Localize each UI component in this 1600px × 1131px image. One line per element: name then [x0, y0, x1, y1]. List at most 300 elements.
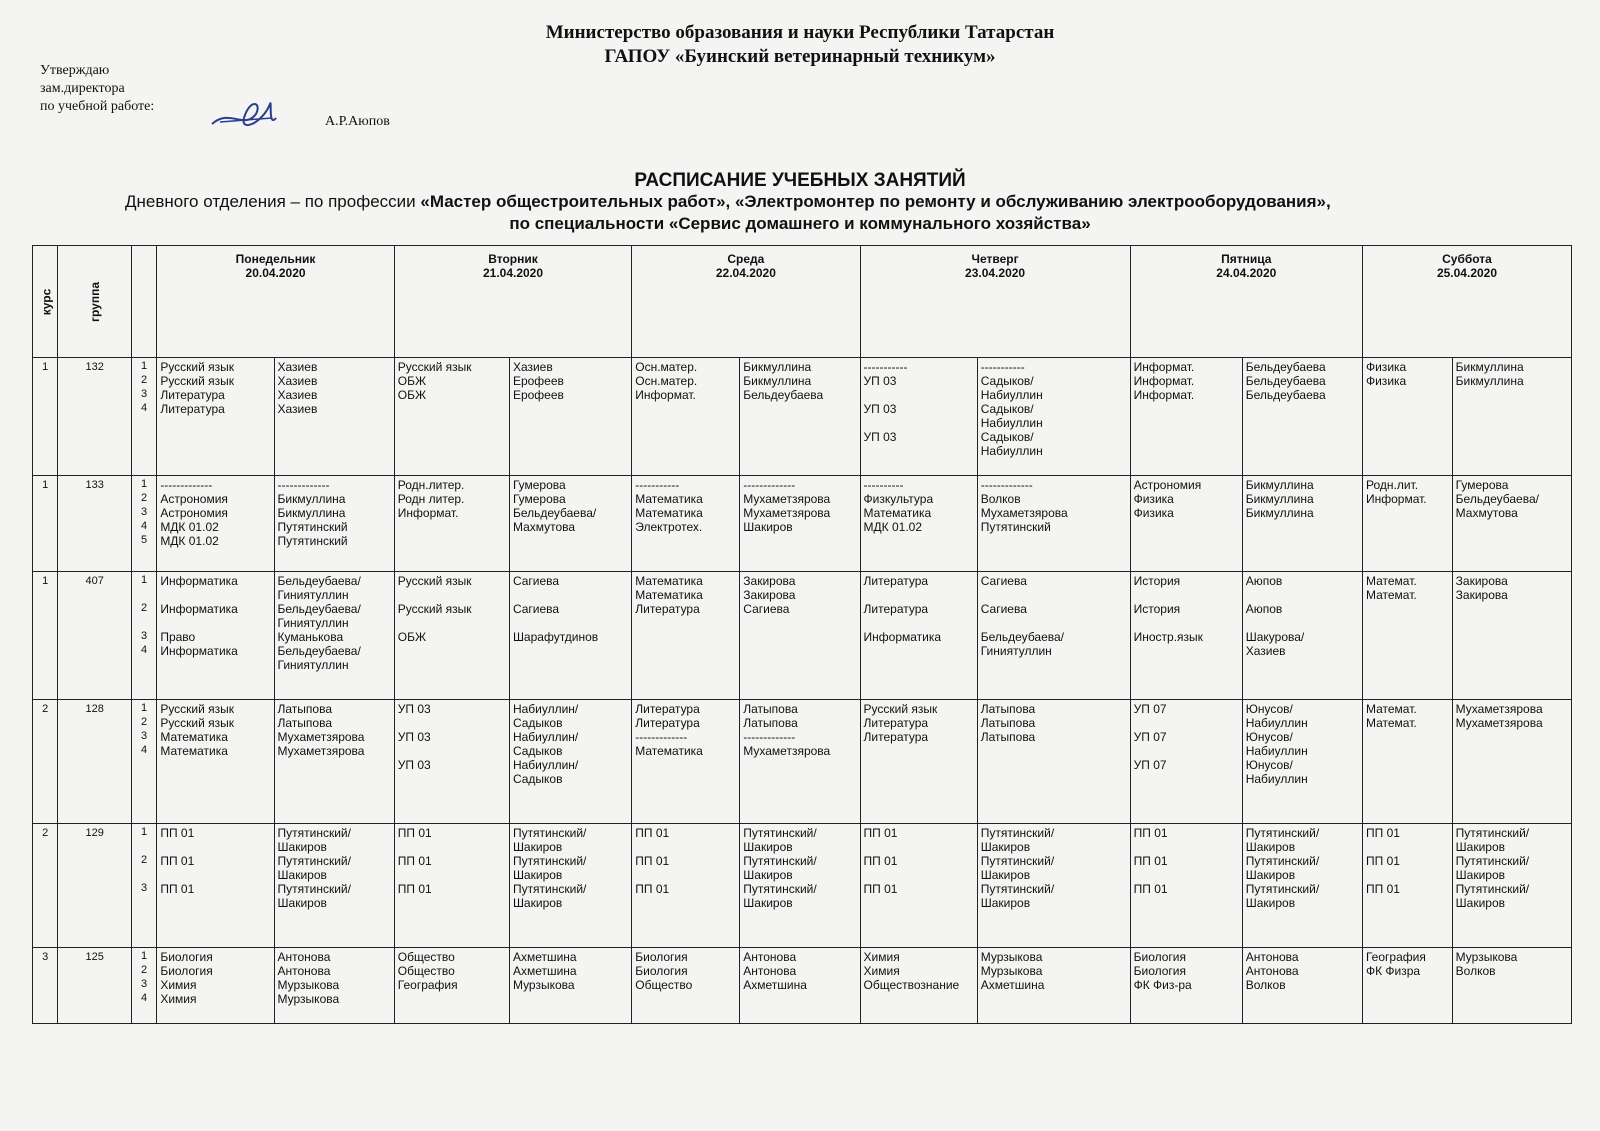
teachers-cell — [274, 948, 394, 1024]
subject-line: Математика — [635, 506, 703, 520]
subject-line: ФК Физра — [1365, 964, 1421, 978]
subject-line — [398, 588, 506, 602]
approval-block — [40, 62, 154, 116]
teachers-cell — [977, 572, 1130, 700]
subject-line: УП 07 — [1133, 758, 1167, 772]
teacher-line — [513, 588, 628, 602]
subject-line: ПП 01 — [863, 826, 898, 840]
teacher-line: Путятинский/ — [1455, 826, 1530, 840]
teacher-line: Шакиров — [1455, 868, 1506, 882]
subject-line: Иностр.язык — [1133, 630, 1203, 644]
teacher-line: Садыков — [512, 716, 563, 730]
subject-line: Математика — [635, 492, 703, 506]
subjects-cell — [394, 700, 509, 824]
subject-line: УП 03 — [863, 402, 897, 416]
pair-number: 3 — [141, 730, 148, 742]
subtitle-prefix: Дневного отделения – по профессии — [125, 192, 421, 211]
teacher-line: Набиуллин — [1245, 772, 1308, 786]
teacher-line: Латыпова — [980, 716, 1036, 730]
teacher-line: Путятинский — [277, 520, 348, 534]
subject-line: Биология — [160, 950, 213, 964]
teacher-line: Махмутова — [1455, 506, 1518, 520]
subjects-cell — [394, 476, 509, 572]
subject-line: ПП 01 — [160, 882, 195, 896]
teacher-line: Гиниятуллин — [277, 658, 349, 672]
teachers-cell — [1452, 476, 1571, 572]
subject-line: Родн литер. — [397, 492, 465, 506]
teacher-line: Шакиров — [743, 520, 793, 534]
subjects-cell — [860, 358, 977, 476]
teachers-cell — [274, 700, 394, 824]
subjects-cell — [860, 700, 977, 824]
subject-line: Общество — [397, 964, 455, 978]
subject-line: ПП 01 — [1365, 854, 1400, 868]
subject-line: Математика — [635, 574, 703, 588]
pair-number: 1 — [141, 478, 148, 490]
subject-line — [864, 840, 974, 854]
group-cell: 133 — [58, 476, 131, 572]
teacher-line: Ахметшина — [512, 950, 577, 964]
subject-line: Информатика — [863, 630, 942, 644]
teacher-line: Мухаметзярова — [1455, 716, 1543, 730]
teacher-line: Махмутова — [512, 520, 576, 534]
teacher-line: Волков — [1245, 978, 1286, 992]
pair-number: 5 — [141, 534, 148, 546]
subjects-cell — [632, 476, 740, 572]
subjects-cell — [1130, 700, 1242, 824]
pair-number: 2 — [141, 374, 148, 386]
teacher-line: Мухаметзярова — [980, 506, 1068, 520]
teacher-line: Хазиев — [277, 388, 318, 402]
teacher-line: Хазиев — [277, 402, 318, 416]
subject-line: УП 07 — [1133, 702, 1167, 716]
subject-line — [1134, 616, 1239, 630]
teacher-line: Юнусов/ — [1245, 730, 1293, 744]
subject-line — [1134, 716, 1239, 730]
teacher-line: Путятинский/ — [512, 826, 587, 840]
teacher-line: Бельдеубаева — [1245, 388, 1326, 402]
teacher-line: Ерофеев — [512, 374, 564, 388]
teacher-line: Закирова — [743, 574, 796, 588]
pair-numbers-cell — [131, 700, 156, 824]
pair-number: 3 — [141, 882, 148, 894]
teachers-cell — [509, 358, 631, 476]
subjects-cell — [860, 572, 977, 700]
subject-line: Родн.лит. — [1365, 478, 1419, 492]
teachers-cell — [509, 948, 631, 1024]
subject-line: Химия — [863, 964, 900, 978]
teachers-cell — [740, 948, 860, 1024]
ministry-title: Министерство образования и науки Республики Татарстан — [545, 22, 1055, 43]
subject-line: Литература — [635, 716, 700, 730]
subject-line — [864, 616, 974, 630]
teacher-line: Путятинский/ — [743, 826, 817, 840]
teacher-line: Садыков — [512, 772, 563, 786]
teacher-line: Мухаметзярова — [277, 730, 365, 744]
subject-line: География — [397, 978, 458, 992]
subject-line — [1134, 744, 1239, 758]
teacher-line: Юнусов/ — [1245, 702, 1293, 716]
teachers-cell — [977, 824, 1130, 948]
teacher-line: Путятинский/ — [512, 882, 587, 896]
teacher-line: Путятинский/ — [1455, 854, 1530, 868]
teacher-line: Бикмуллина — [743, 374, 812, 388]
signature-icon — [210, 88, 280, 138]
teachers-cell — [977, 700, 1130, 824]
subject-line: ПП 01 — [397, 854, 432, 868]
teacher-line: Путятинский/ — [277, 854, 351, 868]
teacher-line: Набиуллин — [980, 416, 1043, 430]
subjects-cell — [394, 948, 509, 1024]
pair-number: 4 — [141, 402, 148, 414]
group-row — [33, 358, 1572, 476]
subject-line: Русский язык — [160, 716, 235, 730]
teacher-line: Шакиров — [980, 896, 1031, 910]
subject-line: ПП 01 — [863, 882, 898, 896]
teacher-line — [1246, 616, 1359, 630]
subject-line — [1366, 840, 1449, 854]
teacher-line: Ахметшина — [980, 978, 1045, 992]
group-row — [33, 476, 1572, 572]
group-header: группа — [58, 246, 131, 358]
subject-line: ---------- — [863, 478, 904, 492]
teacher-line: Мухаметзярова — [743, 492, 831, 506]
subject-line: Общество — [635, 978, 693, 992]
teachers-cell — [1242, 700, 1362, 824]
subject-line: Информатика — [160, 602, 238, 616]
teacher-line: Набиуллин — [1245, 744, 1308, 758]
teacher-line: Мурзыкова — [277, 992, 340, 1006]
subject-line — [1134, 588, 1239, 602]
page-title: РАСПИСАНИЕ УЧЕБНЫХ ЗАНЯТИЙ — [634, 170, 966, 191]
subject-line: Русский язык — [397, 602, 472, 616]
teacher-line: Сагиева — [980, 574, 1027, 588]
subject-line: УП 07 — [1133, 730, 1167, 744]
teacher-line: ------------- — [980, 478, 1033, 492]
subject-line: Физика — [1365, 360, 1407, 374]
subject-line: Биология — [1133, 964, 1186, 978]
subject-line: География — [1365, 950, 1426, 964]
subject-line: Астрономия — [160, 492, 228, 506]
teacher-line: Садыков/ — [980, 430, 1034, 444]
teacher-line — [981, 616, 1127, 630]
pair-number: 1 — [141, 574, 148, 586]
teacher-line: Садыков/ — [980, 374, 1034, 388]
group-row — [33, 948, 1572, 1024]
teacher-line: Мухаметзярова — [743, 506, 831, 520]
subject-line — [160, 868, 270, 882]
subtitle-line-2: по специальности «Сервис домашнего и коммунального хозяйства» — [509, 214, 1091, 233]
teacher-line: Волков — [980, 492, 1021, 506]
teacher-line — [1246, 588, 1359, 602]
subject-line: ПП 01 — [635, 882, 670, 896]
teacher-line: Шакиров — [512, 868, 563, 882]
teacher-line: Мухаметзярова — [277, 744, 365, 758]
subjects-cell — [1130, 572, 1242, 700]
subject-line: Информат. — [635, 388, 696, 402]
subjects-cell — [1362, 358, 1452, 476]
teacher-line — [981, 588, 1127, 602]
subject-line: ФК Физ-ра — [1133, 978, 1192, 992]
pair-number: 2 — [141, 602, 148, 614]
subjects-cell — [1362, 948, 1452, 1024]
pair-numbers-cell — [131, 476, 156, 572]
teacher-line: Набиуллин/ — [512, 702, 579, 716]
teacher-line: Антонова — [1245, 950, 1299, 964]
teacher-line: Гумерова — [1455, 478, 1509, 492]
kurs-cell: 3 — [33, 948, 58, 1024]
pair-numbers-cell — [131, 824, 156, 948]
teachers-cell — [977, 948, 1130, 1024]
teacher-line: Ахметшина — [743, 978, 807, 992]
subjects-cell — [394, 824, 509, 948]
subject-line: ОБЖ — [397, 630, 427, 644]
teachers-cell — [977, 476, 1130, 572]
teacher-line: Путятинский/ — [1245, 826, 1320, 840]
subject-line — [398, 744, 506, 758]
pair-number: 2 — [141, 854, 148, 866]
schedule-table — [32, 245, 1572, 1024]
subject-line: Право — [160, 630, 196, 644]
subject-line: Физика — [1133, 506, 1174, 520]
subject-line: Общество — [397, 950, 455, 964]
teacher-line: Шакиров — [743, 868, 793, 882]
teacher-line: Юнусов/ — [1245, 758, 1293, 772]
subject-line: Информат. — [1365, 492, 1427, 506]
subjects-cell — [394, 572, 509, 700]
teacher-line: Бикмуллина — [277, 492, 346, 506]
pair-number: 1 — [141, 360, 148, 372]
teacher-line: Бельдеубаева/ — [277, 574, 361, 588]
kurs-cell: 2 — [33, 700, 58, 824]
teacher-line: Антонова — [743, 964, 797, 978]
teacher-line: Бельдеубаева — [743, 388, 824, 402]
teacher-line: Бельдеубаева/ — [277, 644, 361, 658]
subject-line: МДК 01.02 — [160, 520, 219, 534]
kurs-cell: 1 — [33, 572, 58, 700]
group-row — [33, 572, 1572, 700]
teacher-line: Набиуллин/ — [512, 758, 579, 772]
subject-line: Математика — [635, 744, 703, 758]
teachers-cell — [1452, 572, 1571, 700]
subject-line: ПП 01 — [160, 826, 195, 840]
subject-line: Информат. — [1133, 374, 1195, 388]
teacher-line: Набиуллин — [1245, 716, 1308, 730]
group-cell: 132 — [58, 358, 131, 476]
teacher-line: Аюпов — [1245, 602, 1283, 616]
subject-line: УП 03 — [863, 430, 897, 444]
subject-line: Химия — [863, 950, 900, 964]
teachers-cell — [1452, 358, 1571, 476]
teacher-line: Бикмуллина — [743, 360, 812, 374]
teachers-cell — [1242, 476, 1362, 572]
subject-line — [864, 588, 974, 602]
subject-line: Электротех. — [635, 520, 703, 534]
teacher-line: Сагиева — [512, 602, 560, 616]
subject-line — [398, 868, 506, 882]
subject-line: Русский язык — [397, 574, 472, 588]
teacher-line: Бельдеубаева — [1245, 360, 1326, 374]
teacher-line: Аюпов — [1245, 574, 1283, 588]
pair-number: 1 — [141, 826, 148, 838]
subjects-cell — [1362, 572, 1452, 700]
subjects-cell — [157, 572, 274, 700]
pair-number: 3 — [141, 630, 148, 642]
teacher-line: Путятинский/ — [980, 854, 1055, 868]
teacher-line: Путятинский/ — [743, 854, 817, 868]
subjects-cell — [1362, 824, 1452, 948]
subject-line: УП 03 — [397, 730, 431, 744]
subject-line: Биология — [635, 950, 688, 964]
teacher-line: Шакиров — [512, 896, 563, 910]
subjects-cell — [632, 824, 740, 948]
subject-line: Физкультура — [863, 492, 934, 506]
teacher-line: Гиниятуллин — [277, 616, 349, 630]
subjects-cell — [632, 700, 740, 824]
teachers-cell — [977, 358, 1130, 476]
teacher-line: Куманькова — [277, 630, 344, 644]
teacher-line: ------------- — [743, 478, 796, 492]
teachers-cell — [274, 476, 394, 572]
subject-line: Русский язык — [863, 702, 938, 716]
day-header-thursday: Четверг 23.04.2020 — [860, 246, 1130, 358]
teacher-line: Путятинский/ — [980, 826, 1055, 840]
schedule-body — [33, 358, 1572, 1024]
subject-line: Математика — [160, 730, 228, 744]
subjects-cell — [860, 476, 977, 572]
subject-line — [635, 868, 736, 882]
subject-line — [864, 388, 974, 402]
subject-line: ПП 01 — [1365, 826, 1400, 840]
pair-number — [135, 588, 153, 602]
pair-number: 3 — [141, 978, 148, 990]
group-cell: 407 — [58, 572, 131, 700]
teacher-line: Гиниятуллин — [980, 644, 1052, 658]
header-row — [33, 246, 1572, 358]
subject-line — [1366, 868, 1449, 882]
subject-line: Биология — [160, 964, 213, 978]
teacher-line: Бельдеубаева — [1245, 374, 1326, 388]
teacher-line: Путятинский/ — [980, 882, 1055, 896]
group-row — [33, 700, 1572, 824]
pair-number — [135, 840, 153, 854]
subjects-cell — [157, 700, 274, 824]
teacher-line: Сагиева — [743, 602, 790, 616]
teacher-line: Мурзыкова — [980, 950, 1043, 964]
subject-line: УП 03 — [863, 374, 897, 388]
pair-number: 4 — [141, 992, 148, 1004]
teacher-line: Латыпова — [980, 730, 1036, 744]
teacher-line: ------------- — [277, 478, 330, 492]
teacher-line: Ерофеев — [512, 388, 564, 402]
subject-line: Химия — [160, 992, 197, 1006]
subject-line: Математ. — [1365, 574, 1417, 588]
pair-number: 1 — [141, 950, 148, 962]
teacher-line: ----------- — [980, 360, 1025, 374]
teacher-line: Антонова — [743, 950, 797, 964]
subject-line: Астрономия — [160, 506, 228, 520]
teacher-line: Мурзыкова — [512, 978, 575, 992]
teacher-line: Путятинский/ — [512, 854, 587, 868]
teacher-line: Закирова — [1455, 574, 1508, 588]
teacher-line: Сагиева — [512, 574, 560, 588]
subject-line: УП 03 — [397, 702, 431, 716]
teacher-line: Гумерова — [512, 478, 566, 492]
teacher-line: Бикмуллина — [1455, 374, 1524, 388]
subject-line: Литература — [160, 388, 225, 402]
group-row — [33, 824, 1572, 948]
subject-line: Русский язык — [397, 360, 472, 374]
subject-line: ОБЖ — [397, 388, 427, 402]
teacher-line: Хазиев — [277, 360, 318, 374]
teacher-line: Латыпова — [980, 702, 1036, 716]
teachers-cell — [1242, 824, 1362, 948]
pair-number: 4 — [141, 644, 148, 656]
subject-line — [864, 416, 974, 430]
teacher-line: Хазиев — [1245, 644, 1286, 658]
teachers-cell — [509, 700, 631, 824]
subject-line — [635, 840, 736, 854]
subject-line: Родн.литер. — [397, 478, 465, 492]
subject-line: ОБЖ — [397, 374, 427, 388]
subject-line — [398, 616, 506, 630]
teachers-cell — [740, 824, 860, 948]
pair-number: 3 — [141, 388, 148, 400]
teacher-line: Мухаметзярова — [743, 744, 831, 758]
subject-line: Литература — [863, 602, 929, 616]
teacher-line: Шакиров — [980, 868, 1031, 882]
teacher-line: Шакиров — [980, 840, 1031, 854]
teachers-cell — [1452, 700, 1571, 824]
day-header-saturday: Суббота 25.04.2020 — [1362, 246, 1571, 358]
subject-line — [1134, 840, 1239, 854]
teacher-line: Бикмуллина — [1245, 492, 1314, 506]
subject-line: ------------- — [160, 478, 213, 492]
subject-line: Астрономия — [1133, 478, 1202, 492]
teacher-line: ------------- — [743, 730, 796, 744]
subjects-cell — [1130, 824, 1242, 948]
teacher-line: Набиуллин — [980, 444, 1043, 458]
subject-line: Информатика — [160, 574, 238, 588]
teacher-line: Набиуллин — [980, 388, 1043, 402]
teachers-cell — [1452, 948, 1571, 1024]
pair-numbers-cell — [131, 572, 156, 700]
subject-line — [160, 616, 270, 630]
teacher-line: Шакиров — [1455, 896, 1506, 910]
teachers-cell — [1242, 358, 1362, 476]
subjects-cell — [632, 948, 740, 1024]
teacher-line: Латыпова — [743, 702, 798, 716]
teacher-line: Бельдеубаева/ — [277, 602, 361, 616]
teacher-line: Бельдеубаева/ — [1455, 492, 1539, 506]
subject-line: Русский язык — [160, 360, 235, 374]
subject-line: Физика — [1365, 374, 1407, 388]
teacher-line: Бельдеубаева/ — [512, 506, 597, 520]
subjects-cell — [1362, 700, 1452, 824]
subject-line — [864, 868, 974, 882]
subject-line: Математика — [160, 744, 228, 758]
subject-line: Информат. — [1133, 360, 1195, 374]
teacher-line: Сагиева — [980, 602, 1027, 616]
teachers-cell — [274, 824, 394, 948]
teacher-line: Мухаметзярова — [1455, 702, 1543, 716]
subject-line: История — [1133, 574, 1181, 588]
teachers-cell — [1452, 824, 1571, 948]
teacher-line: Путятинский — [980, 520, 1051, 534]
subject-line: Русский язык — [160, 374, 235, 388]
subject-line: Литература — [863, 716, 929, 730]
subject-line: Информатика — [160, 644, 238, 658]
